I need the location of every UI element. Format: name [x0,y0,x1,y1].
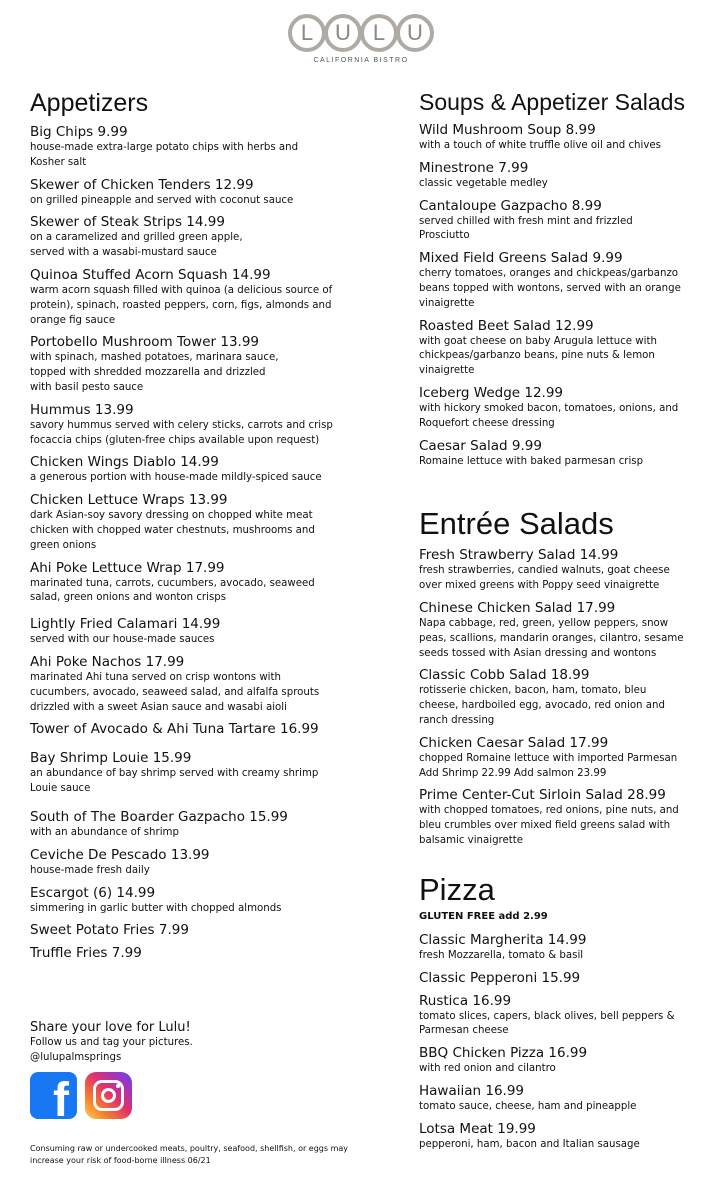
menu-item-description: tomato slices, capers, black olives, bell peppers & Parmesan cheese [419,1010,675,1037]
menu-item [30,809,360,841]
menu-item-name: Chicken Wings Diablo 14.99 [30,454,219,471]
menu-item-description: marinated Ahi tuna served on crisp wontons with cucumbers, avocado, seaweed salad, and alfalfa sprouts drizzled with a sweet Asian sauce and wasabi aioli [30,671,320,713]
menu-item-description: simmering in garlic butter with chopped almonds [30,902,282,914]
menu-item [30,885,360,917]
section-title: Appetizers [30,89,149,117]
social-handle: @lulupalmsprings [30,1051,122,1063]
menu-item-description: with spinach, mashed potatoes, marinara sauce, topped with shredded mozzarella and drizzled with basil pesto sauce [30,352,279,393]
menu-item-description: with hickory smoked bacon, tomatoes, onions, and Roquefort cheese dressing [419,402,679,429]
gluten-free-note: GLUTEN FREE add 2.99 [419,910,548,922]
menu-item-name: Sweet Potato Fries 7.99 [30,922,189,939]
menu-item-name: Bay Shrimp Louie 15.99 [30,750,192,767]
food-safety-disclaimer: Consuming raw or undercooked meats, poultry, seafood, shellfish, or eggs may increase your risk of food-borne illness 06/21 [30,1144,349,1165]
menu-item [419,438,714,470]
menu-item [30,721,360,738]
menu-item-name: Hummus 13.99 [30,401,134,418]
menu-item-description: classic vegetable medley [419,177,548,189]
menu-items [419,547,714,848]
menu-item [419,970,714,987]
menu-item-name: Tower of Avocado & Ahi Tuna Tartare 16.99 [30,721,319,738]
menu-item [419,198,714,245]
menu-item-description: with chopped tomatoes, red onions, pine nuts, and bleu crumbles over mixed field greens salad with balsamic vinaigrette [419,805,679,846]
menu-item-name: Ahi Poke Nachos 17.99 [30,653,185,670]
menu-item [30,267,360,328]
menu-item-description: fresh Mozzarella, tomato & basil [419,949,584,961]
menu-item-name: Rustica 16.99 [419,992,512,1009]
menu-item-name: Mixed Field Greens Salad 9.99 [419,250,623,267]
section-title: Entrée Salads [419,506,614,542]
menu-item-name: Prime Center-Cut Sirloin Salad 28.99 [419,787,666,804]
facebook-icon[interactable]: f [30,1072,77,1119]
menu-item-name: Truffle Fries 7.99 [30,945,142,962]
menu-item-description: tomato sauce, cheese, ham and pineapple [419,1100,637,1112]
menu-item [419,735,714,782]
section-pizza [419,873,714,1153]
menu-item-description: with red onion and cilantro [419,1063,556,1075]
menu-item [30,124,360,171]
menu-item-name: Cantaloupe Gazpacho 8.99 [419,197,602,214]
menu-item [419,122,714,154]
menu-item-description: warm acorn squash filled with quinoa (a delicious source of protein), spinach, roasted peppers, corn, figs, almonds and orange fig sauce [30,284,333,326]
menu-item-name: Hawaiian 16.99 [419,1082,525,1099]
menu-item [419,250,714,311]
menu-item-name: Quinoa Stuffed Acorn Squash 14.99 [30,266,271,283]
logo [0,14,722,64]
menu-item [30,454,360,486]
share-title: Share your love for Lulu! [30,1020,191,1035]
share-block [30,1019,360,1119]
menu-item [419,318,714,379]
menu-items [419,932,714,1153]
menu-item [419,1121,714,1153]
right-column [419,88,714,1153]
menu-item [30,922,360,939]
menu-item-description: chopped Romaine lettuce with imported Parmesan Add Shrimp 22.99 Add salmon 23.99 [419,752,678,779]
menu-item [419,385,714,432]
menu-item-name: Portobello Mushroom Tower 13.99 [30,334,260,351]
menu-item-description: Romaine lettuce with baked parmesan crisp [419,455,644,467]
menu-item-name: South of The Boarder Gazpacho 15.99 [30,808,288,825]
menu-item-description: with goat cheese on baby Arugula lettuce with chickpeas/garbanzo beans, pine nuts & lemon vinaigrette [419,335,657,377]
menu-item [30,847,360,879]
menu-item-name: Skewer of Chicken Tenders 12.99 [30,176,254,193]
section-soups-appetizer-salads [419,88,714,469]
menu-item-name: Classic Margherita 14.99 [419,931,587,948]
menu-item [30,616,360,648]
menu-item [30,334,360,395]
menu-item-name: Chicken Lettuce Wraps 13.99 [30,492,228,509]
menu-item-name: Ceviche De Pescado 13.99 [30,846,210,863]
menu-item-name: Chicken Caesar Salad 17.99 [419,734,609,751]
menu-item [419,1045,714,1077]
menu-item-description: savory hummus served with celery sticks, carrots and crisp focaccia chips (gluten-free chips available upon request) [30,419,333,446]
section-title: Soups & Appetizer Salads [419,89,685,115]
menu-item-name: Fresh Strawberry Salad 14.99 [419,547,619,564]
section-title: Pizza [419,871,495,907]
share-follow-text: Follow us and tag your pictures. [30,1037,193,1048]
menu-item [30,177,360,209]
menu-item-name: Ahi Poke Lettuce Wrap 17.99 [30,559,225,576]
logo-subtitle: CALIFORNIA BISTRO [313,57,409,64]
menu-item-description: cherry tomatoes, oranges and chickpeas/garbanzo beans topped with wontons, served with an orange vinaigrette [419,268,681,309]
menu-item-name: Lightly Fried Calamari 14.99 [30,616,221,633]
menu-items [419,122,714,469]
menu-item [30,750,360,797]
menu-item-name: Lotsa Meat 19.99 [419,1120,536,1137]
menu-item [419,1083,714,1115]
menu-item [30,402,360,449]
menu-item-name: Big Chips 9.99 [30,124,128,140]
logo-letter: U [396,14,434,52]
social-icons [30,1072,360,1119]
section-entree-salads [419,507,714,848]
menu-item-description: marinated tuna, carrots, cucumbers, avocado, seaweed salad, green onions and wonton crisps [30,577,315,604]
menu-item [30,214,360,261]
menu-items [30,124,360,962]
menu-item-description: with a touch of white truffle olive oil and chives [419,140,661,151]
menu-item [419,160,714,192]
menu-item-name: Skewer of Steak Strips 14.99 [30,214,225,231]
menu-item-description: on a caramelized and grilled green apple, served with a wasabi-mustard sauce [30,232,243,259]
logo-circles [0,14,722,52]
menu-item-name: BBQ Chicken Pizza 16.99 [419,1045,588,1062]
logo-letter: L [360,14,398,52]
menu-item-name: Chinese Chicken Salad 17.99 [419,599,616,616]
menu-item-name: Minestrone 7.99 [419,159,529,176]
menu-item-name: Classic Pepperoni 15.99 [419,969,581,986]
menu-item [30,492,360,553]
menu-item-description: house-made fresh daily [30,864,150,876]
menu-item-name: Escargot (6) 14.99 [30,884,156,901]
logo-letter: U [324,14,362,52]
menu-item-description: with an abundance of shrimp [30,826,179,838]
menu-item [419,993,714,1040]
menu-item [30,945,360,962]
section-appetizers [30,88,360,962]
left-column [30,88,360,962]
menu-item-description: a generous portion with house-made mildly-spiced sauce [30,472,322,484]
menu-item-description: dark Asian-soy savory dressing on chopped white meat chicken with chopped water chestnuts, mushrooms and green onions [30,510,315,551]
menu-item [30,560,360,607]
menu-item-description: on grilled pineapple and served with coconut sauce [30,194,294,206]
menu-item-description: Napa cabbage, red, green, yellow peppers, snow peas, scallions, mandarin oranges, cilantro, sesame seeds tossed with Asian dressing and wontons [419,617,684,659]
menu-item-description: rotisserie chicken, bacon, ham, tomato, bleu cheese, hardboiled egg, avocado, red onion and ranch dressing [419,685,665,726]
menu-item [419,787,714,848]
menu-item-description: house-made extra-large potato chips with herbs and Kosher salt [30,142,299,168]
menu-item [419,932,714,964]
menu-item-description: an abundance of bay shrimp served with creamy shrimp Louie sauce [30,768,319,795]
menu-item-description: pepperoni, ham, bacon and Italian sausage [419,1138,640,1150]
menu-item-description: served chilled with fresh mint and frizzled Prosciutto [419,215,633,242]
menu-item-name: Wild Mushroom Soup 8.99 [419,122,596,138]
menu-item [419,600,714,661]
menu-item [419,667,714,728]
menu-item-description: served with our house-made sauces [30,634,215,646]
logo-letter: L [288,14,326,52]
menu-item-name: Iceberg Wedge 12.99 [419,384,564,401]
menu-item-name: Classic Cobb Salad 18.99 [419,667,590,684]
menu-item-name: Roasted Beet Salad 12.99 [419,317,594,334]
instagram-icon[interactable] [85,1072,132,1119]
menu-item-name: Caesar Salad 9.99 [419,437,542,454]
menu-item [30,654,360,715]
menu-item-description: fresh strawberries, candied walnuts, goat cheese over mixed greens with Poppy seed vinaigrette [419,565,670,592]
menu-item [419,547,714,594]
